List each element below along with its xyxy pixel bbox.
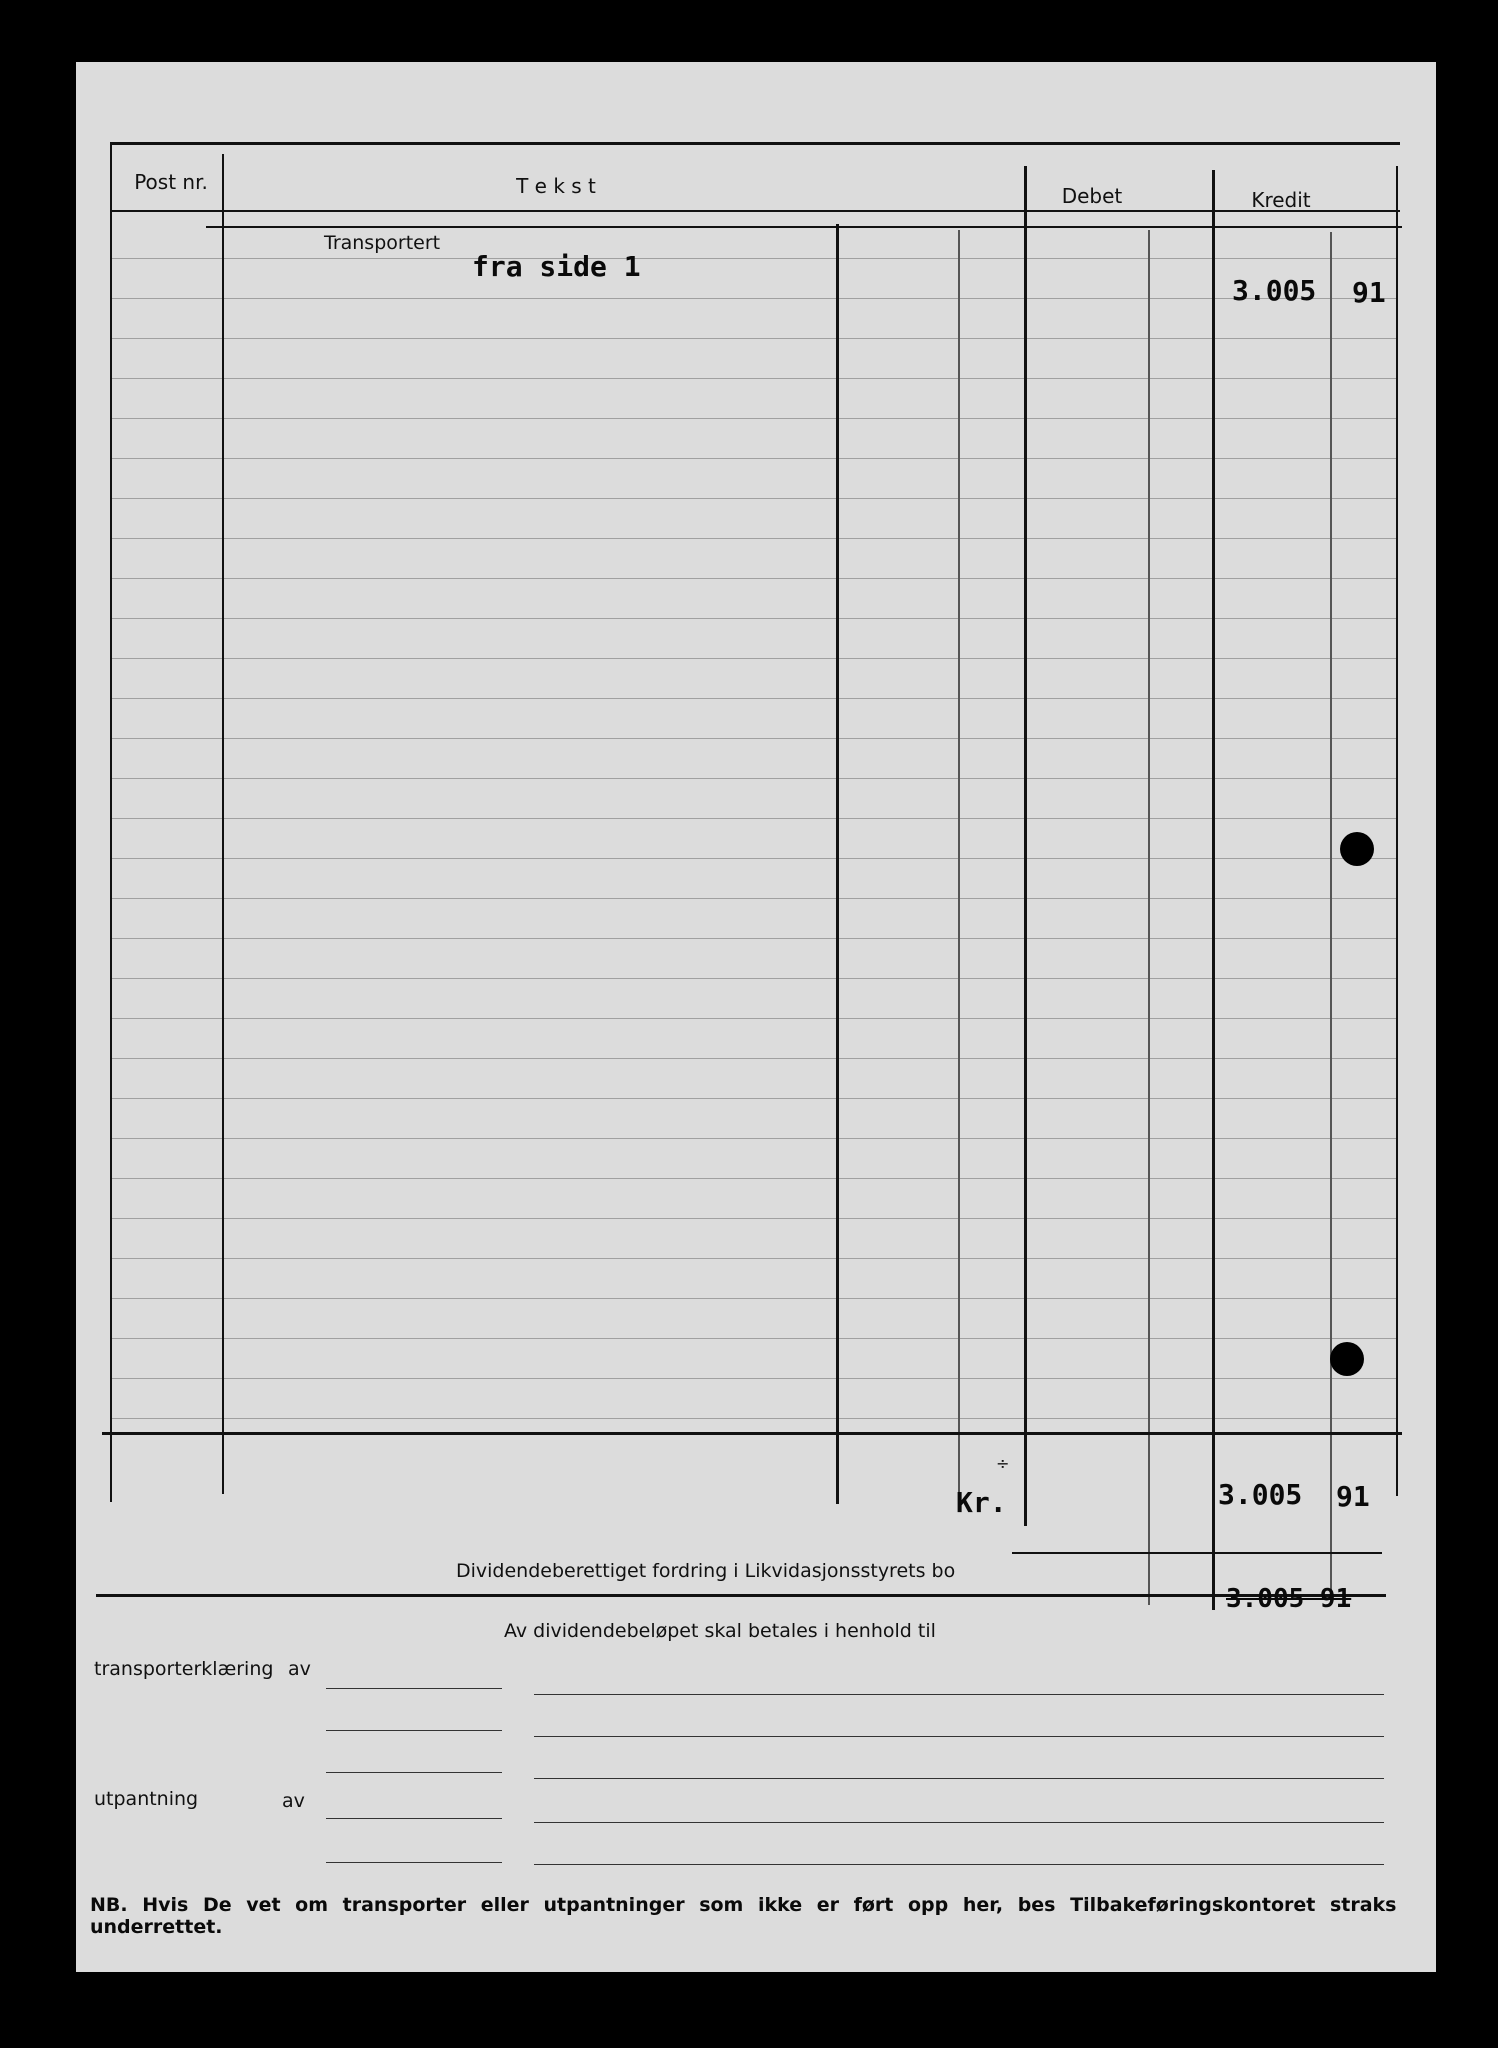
col-tekst-sub <box>958 230 960 1505</box>
header-inner-border <box>206 226 1402 228</box>
ledger-rule <box>112 1258 1396 1259</box>
ledger-rule <box>112 618 1396 619</box>
fill-in-line <box>326 1772 502 1773</box>
dividend-intro: Av dividendebeløpet skal betales i henhold til <box>504 1620 936 1642</box>
punch-hole-lower <box>1330 1342 1364 1376</box>
header-tekst: T e k s t <box>516 174 596 198</box>
dividend-amount: 3.005 91 <box>1226 1584 1352 1614</box>
kr-label: Kr. <box>956 1486 1007 1519</box>
fill-in-line <box>326 1818 502 1819</box>
ledger-rule <box>112 1138 1396 1139</box>
ledger-rule <box>112 818 1396 819</box>
ledger-rule <box>112 1298 1396 1299</box>
fill-in-line <box>326 1862 502 1863</box>
ledger-rule <box>112 1018 1396 1019</box>
header-kredit: Kredit <box>1251 188 1311 212</box>
transport-kredit-kr: 3.005 <box>1232 274 1317 307</box>
col-tekst-right-a <box>836 224 839 1504</box>
ledger-rule <box>112 738 1396 739</box>
minus-sign: ÷ <box>996 1454 1010 1473</box>
ledger-rule <box>112 898 1396 899</box>
punch-hole-upper <box>1340 832 1374 866</box>
ledger-rule <box>112 458 1396 459</box>
header-post-nr: Post nr. <box>134 170 208 194</box>
ledger-rule <box>112 1098 1396 1099</box>
ledger-rule <box>112 1218 1396 1219</box>
totals-kredit-kr: 3.005 <box>1218 1478 1303 1511</box>
ledger-rule <box>112 338 1396 339</box>
dividend-label: Dividendeberettiget fordring i Likvidasjonsstyrets bo <box>456 1560 956 1582</box>
fill-in-line <box>534 1778 1384 1779</box>
transport-label: Transportert <box>324 232 441 254</box>
col-kredit-sub <box>1330 232 1332 1602</box>
ledger-rule <box>112 658 1396 659</box>
fill-in-line <box>534 1864 1384 1865</box>
ledger-rule <box>112 378 1396 379</box>
col-kredit-right <box>1396 166 1398 1496</box>
ledger-rule <box>112 418 1396 419</box>
col-debet-left <box>1024 166 1027 1526</box>
ledger-rule <box>112 1418 1396 1419</box>
transport-declaration-label: transporterklæring <box>94 1658 274 1680</box>
ledger-rule <box>112 698 1396 699</box>
ledger-rule <box>112 298 1396 299</box>
header-bottom-border <box>110 210 1400 212</box>
ledger-sheet <box>76 62 1436 1972</box>
totals-bottom-border <box>96 1594 1386 1597</box>
footer-note: NB. Hvis De vet om transporter eller utpantninger som ikke er ført opp her, bes Tilbakeføringskontoret straks underrettet. <box>90 1894 1397 1938</box>
ledger-rule <box>112 978 1396 979</box>
fill-in-line <box>534 1822 1384 1823</box>
transport-kredit-ore: 91 <box>1352 276 1386 309</box>
col-post-left <box>110 142 112 1502</box>
distraint-label: utpantning <box>94 1788 199 1810</box>
distraint-av: av <box>282 1790 305 1812</box>
ledger-rule <box>112 498 1396 499</box>
ledger-rule <box>112 938 1396 939</box>
col-debet-sub <box>1148 230 1150 1605</box>
fill-in-line <box>534 1694 1384 1695</box>
ledger-rule <box>112 538 1396 539</box>
ledger-rule <box>112 578 1396 579</box>
ledger-rule <box>112 778 1396 779</box>
transport-typed-text: fra side 1 <box>472 250 641 283</box>
ledger-rule <box>112 1178 1396 1179</box>
col-post-right <box>222 154 224 1494</box>
ledger-rule <box>112 858 1396 859</box>
ledger-rule <box>112 1338 1396 1339</box>
body-bottom-border <box>102 1432 1402 1435</box>
col-kredit-left <box>1212 170 1215 1610</box>
fill-in-line <box>534 1736 1384 1737</box>
ledger-rule <box>112 1058 1396 1059</box>
table-top-border <box>110 142 1400 145</box>
header-debet: Debet <box>1061 184 1123 208</box>
totals-mid-border <box>1012 1552 1382 1554</box>
fill-in-line <box>326 1688 502 1689</box>
ledger-rule <box>112 1378 1396 1379</box>
fill-in-line <box>326 1730 502 1731</box>
totals-kredit-ore: 91 <box>1336 1480 1370 1513</box>
transport-declaration-av: av <box>288 1658 311 1680</box>
ledger-rule <box>112 258 1396 259</box>
